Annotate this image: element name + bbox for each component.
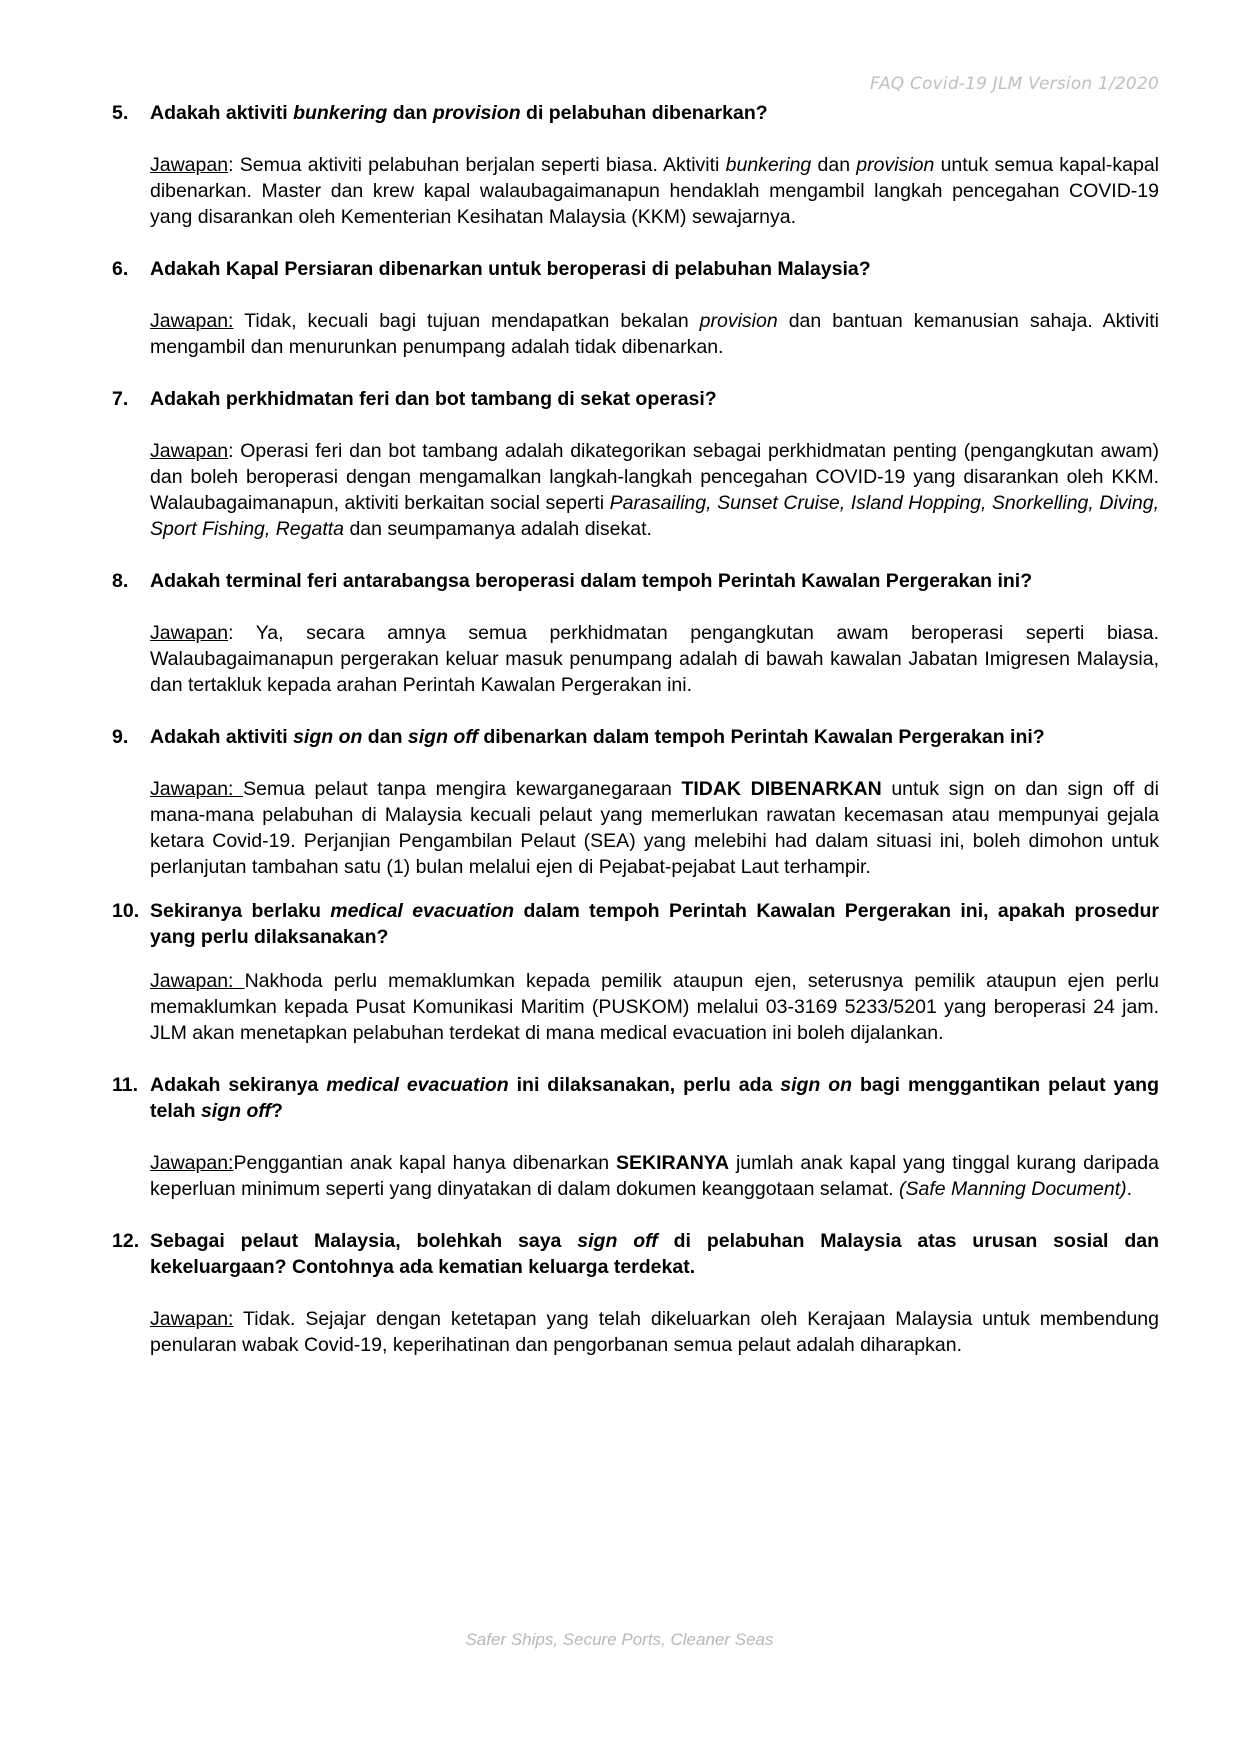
faq-question — [112, 100, 1159, 126]
question-text-run: dan — [387, 102, 433, 124]
question-text-run: provision — [432, 102, 521, 124]
question-number: 7. — [112, 388, 129, 410]
question-text-run: Adakah Kapal Persiaran dibenarkan untuk beroperasi di pelabuhan Malaysia? — [150, 258, 871, 280]
faq-question — [112, 898, 1159, 950]
answer-label: Jawapan — [150, 154, 229, 176]
answer-label: Jawapan: — [150, 1152, 234, 1174]
answer-text-run: dan bantuan kemanusian sahaja. Aktiviti mengambil dan menurunkan penumpang adalah tidak dibenarkan. — [150, 310, 1159, 358]
faq-item — [112, 1228, 1159, 1358]
faq-item — [112, 1072, 1159, 1202]
faq-answer — [150, 1150, 1159, 1202]
question-text-run: ? — [271, 1100, 283, 1122]
question-text — [150, 1228, 1159, 1280]
question-text-run: sign off — [407, 726, 478, 748]
question-text-run: di pelabuhan dibenarkan? — [520, 102, 768, 124]
question-number: 8. — [112, 570, 129, 592]
faq-question — [112, 568, 1159, 594]
answer-label: Jawapan: — [150, 970, 245, 992]
question-text — [150, 1072, 1159, 1124]
question-number: 11. — [112, 1074, 139, 1096]
answer-text-run: Tidak, kecuali bagi tujuan mendapatkan bekalan — [233, 310, 700, 332]
answer-text-run: untuk sign on dan sign off di mana-mana pelabuhan di Malaysia kecuali pelaut yang memerlukan rawatan kecemasan atau mempunyai gejala ketara Covid-19. Perjanjian Pengambilan Pelaut (SEA) yang melebihi had dalam situasi ini, boleh dimohon untuk perlanjutan tambahan satu (1) bulan melalui ejen di Pejabat-pejabat Laut terhampir. — [150, 778, 1159, 878]
question-text-run: medical evacuation — [330, 900, 515, 922]
page-footer-slogan: Safer Ships, Secure Ports, Cleaner Seas — [465, 1630, 774, 1649]
answer-text-run: Ya, secara amnya semua perkhidmatan pengangkutan awam beroperasi seperti biasa. Walaubagaimanapun pergerakan keluar masuk penumpang adalah di bawah kawalan Jabatan Imigresen Malaysia, dan tertakluk kepada arahan Perintah Kawalan Pergerakan ini. — [150, 622, 1159, 696]
faq-question — [112, 1072, 1159, 1124]
answer-text-run: Parasailing, Sunset Cruise, Island Hopping, Snorkelling, Diving, Sport Fishing, Regatta — [150, 492, 1159, 540]
answer-label: Jawapan — [150, 622, 229, 644]
question-text-run: medical evacuation — [326, 1074, 509, 1096]
answer-text-run: dan seumpamanya adalah disekat. — [344, 518, 652, 540]
answer-label: Jawapan: — [150, 778, 244, 800]
answer-text-run: Semua pelaut tanpa mengira kewarganegaraan — [243, 778, 682, 800]
faq-answer — [150, 1306, 1159, 1358]
question-text-run: bagi menggantikan pelaut yang telah — [150, 1074, 1159, 1122]
answer-text-run: provision — [699, 310, 778, 332]
question-text-run: Adakah aktiviti — [150, 102, 294, 124]
faq-question — [112, 1228, 1159, 1280]
answer-text-run: SEKIRANYA — [616, 1152, 730, 1174]
answer-text-run: provision — [856, 154, 935, 176]
answer-text-run: (Safe Manning Document) — [899, 1178, 1127, 1200]
question-text-run: sign on — [780, 1074, 853, 1096]
page-header: FAQ Covid-19 JLM Version 1/2020 — [869, 74, 1159, 94]
faq-answer — [150, 776, 1159, 880]
question-text-run: dibenarkan dalam tempoh Perintah Kawalan Pergerakan ini? — [477, 726, 1045, 748]
question-text — [150, 100, 1159, 126]
question-text-run: di pelabuhan Malaysia atas urusan sosial dan kekeluargaan? Contohnya ada kematian keluarga terdekat. — [150, 1230, 1160, 1278]
question-text — [150, 568, 1159, 594]
faq-answer — [150, 438, 1159, 542]
answer-text-run: Nakhoda perlu memaklumkan kepada pemilik ataupun ejen, seterusnya pemilik ataupun ejen perlu memaklumkan kepada Pusat Komunikasi Maritim (PUSKOM) melalui 03-3169 5233/5201 yang beroperasi 24 jam. JLM akan menetapkan pelabuhan terdekat di mana medical evacuation ini boleh dijalankan. — [150, 970, 1159, 1044]
answer-label-colon: : — [228, 440, 234, 462]
faq-question — [112, 386, 1159, 412]
answer-label-colon: : — [228, 622, 234, 644]
faq-item — [112, 898, 1159, 1046]
question-text-run: Adakah sekiranya — [150, 1074, 327, 1096]
answer-text-run: dan — [811, 154, 857, 176]
faq-item — [112, 724, 1159, 880]
faq-answer — [150, 308, 1159, 360]
question-text-run: sign on — [293, 726, 363, 748]
question-number: 6. — [112, 258, 129, 280]
question-text — [150, 386, 1159, 412]
question-text-run: dalam tempoh Perintah Kawalan Pergerakan ini, apakah prosedur yang perlu dilaksanakan? — [150, 900, 1159, 948]
answer-text-run: untuk semua kapal-kapal dibenarkan. Master dan krew kapal walaubagaimanapun hendaklah mengambil langkah pencegahan COVID-19 yang disarankan oleh Kementerian Kesihatan Malaysia (KKM) sewajarnya. — [150, 154, 1160, 228]
question-number: 5. — [112, 102, 129, 124]
answer-text-run: TIDAK DIBENARKAN — [681, 778, 882, 800]
question-text — [150, 256, 1159, 282]
faq-answer — [150, 968, 1159, 1046]
answer-text-run: Tidak. Sejajar dengan ketetapan yang telah dikeluarkan oleh Kerajaan Malaysia untuk membendung penularan wabak Covid-19, keperihatinan dan pengorbanan semua pelaut adalah diharapkan. — [150, 1308, 1159, 1356]
question-text — [150, 898, 1159, 950]
question-text-run: Adakah perkhidmatan feri dan bot tambang di sekat operasi? — [150, 388, 717, 410]
question-text-run: sign off — [577, 1230, 658, 1252]
answer-text-run: Semua aktiviti pelabuhan berjalan seperti biasa. Aktiviti — [233, 154, 726, 176]
question-text-run: Sekiranya berlaku — [150, 900, 331, 922]
answer-label: Jawapan — [150, 440, 229, 462]
answer-text-run: . — [1126, 1178, 1133, 1200]
answer-label-colon: : — [228, 154, 234, 176]
answer-text-run: jumlah anak kapal yang tinggal kurang daripada keperluan minimum seperti yang dinyatakan di dalam dokumen keanggotaan selamat. — [150, 1152, 1159, 1200]
question-text-run: Sebagai pelaut Malaysia, bolehkah saya — [150, 1230, 578, 1252]
answer-text-run: bunkering — [725, 154, 812, 176]
question-text-run: bunkering — [293, 102, 388, 124]
faq-answer — [150, 152, 1159, 230]
question-number: 12. — [112, 1230, 140, 1252]
question-text-run: ini dilaksanakan, perlu ada — [508, 1074, 781, 1096]
faq-item — [112, 386, 1159, 542]
question-text-run: dan — [362, 726, 408, 748]
question-number: 9. — [112, 726, 129, 748]
answer-label: Jawapan: — [150, 1308, 234, 1330]
question-number: 10. — [112, 900, 140, 922]
question-text-run: Adakah aktiviti — [150, 726, 294, 748]
question-text-run: Adakah terminal feri antarabangsa beroperasi dalam tempoh Perintah Kawalan Pergerakan ini? — [150, 570, 1033, 592]
faq-question — [112, 256, 1159, 282]
faq-item — [112, 568, 1159, 698]
faq-item — [112, 256, 1159, 360]
faq-question — [112, 724, 1159, 750]
faq-answer — [150, 620, 1159, 698]
faq-list — [112, 100, 1159, 1358]
answer-label: Jawapan: — [150, 310, 234, 332]
question-text — [150, 724, 1159, 750]
question-text-run: sign off — [200, 1100, 271, 1122]
answer-text-run: Penggantian anak kapal hanya dibenarkan — [233, 1152, 617, 1174]
faq-item — [112, 100, 1159, 230]
answer-text-run: Operasi feri dan bot tambang adalah dikategorikan sebagai perkhidmatan penting (pengangkutan awam) dan boleh beroperasi dengan mengamalkan langkah-langkah pencegahan COVID-19 yang disarankan oleh KKM. Walaubagaimanapun, aktiviti berkaitan social seperti — [150, 440, 1159, 514]
